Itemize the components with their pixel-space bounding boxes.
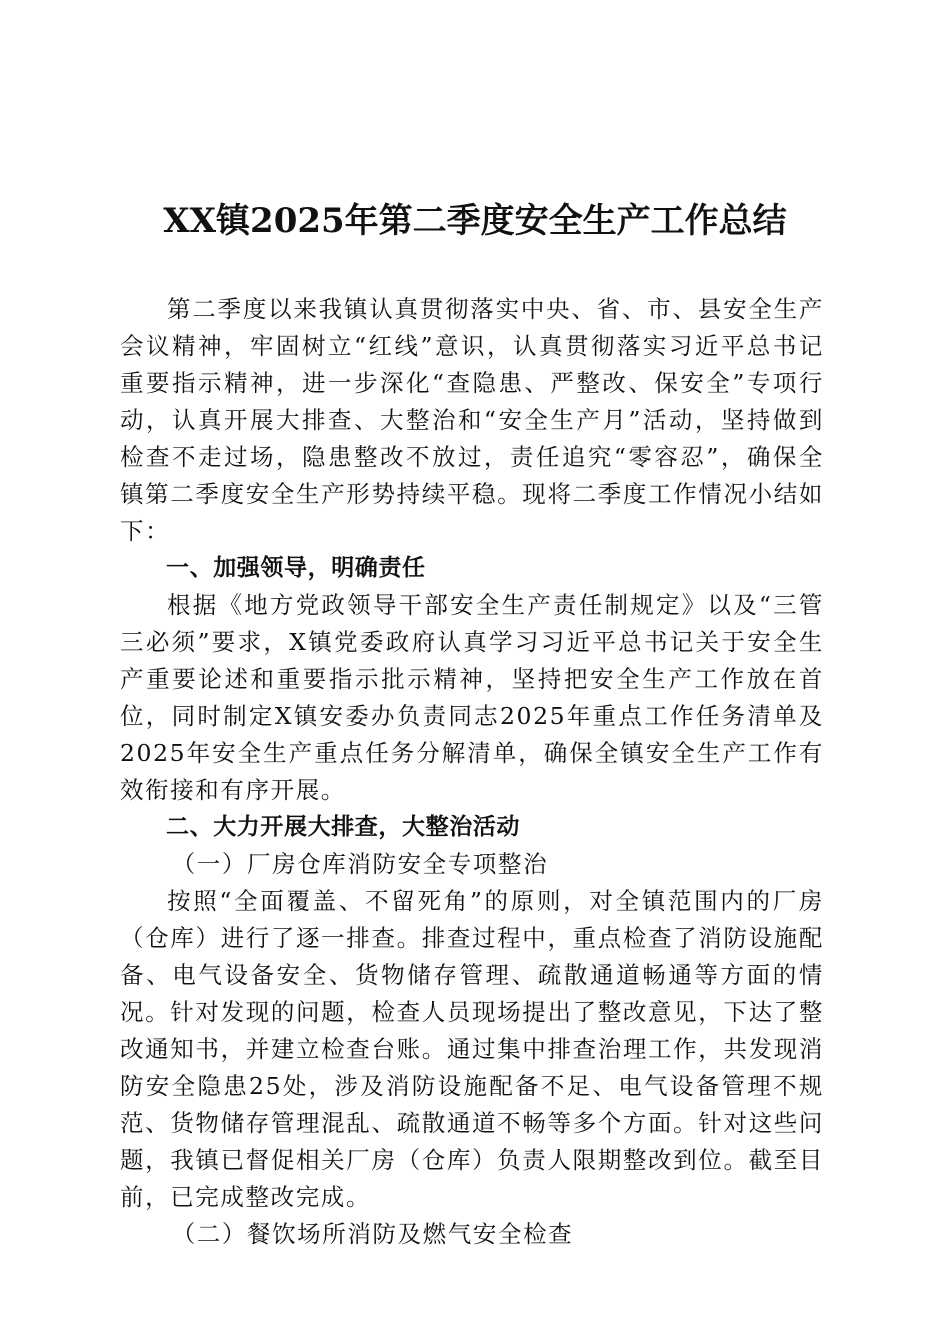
- section-2-sub-2-heading: （二）餐饮场所消防及燃气安全检查: [171, 1220, 574, 1248]
- section-2-sub-1-heading: （一）厂房仓库消防安全专项整治: [171, 850, 549, 878]
- section-1-heading: 一、加强领导，明确责任: [166, 555, 426, 581]
- document-body: [120, 291, 824, 1253]
- section-1-paragraph: 根据《地方党政领导干部安全生产责任制规定》以及“三管三必须”要求，X镇党委政府认真学习习近平总书记关于安全生产重要论述和重要指示批示精神，坚持把安全生产工作放在首位，同时制定X镇安委办负责同志2025年重点工作任务清单及2025年安全生产重点任务分解清单，确保全镇安全生产工作有效衔接和有序开展。: [120, 591, 824, 804]
- section-2-sub-1-paragraph: 按照“全面覆盖、不留死角”的原则，对全镇范围内的厂房（仓库）进行了逐一排查。排查过程中，重点检查了消防设施配备、电气设备安全、货物储存管理、疏散通道畅通等方面的情况。针对发现的问题，检查人员现场提出了整改意见，下达了整改通知书，并建立检查台账。通过集中排查治理工作，共发现消防安全隐患25处，涉及消防设施配备不足、电气设备管理不规范、货物储存管理混乱、疏散通道不畅等多个方面。针对这些问题，我镇已督促相关厂房（仓库）负责人限期整改到位。截至目前，已完成整改完成。: [120, 887, 824, 1211]
- section-2-heading: 二、大力开展大排查，大整治活动: [166, 814, 520, 840]
- document-title: XX镇2025年第二季度安全生产工作总结: [163, 201, 787, 241]
- intro-paragraph: 第二季度以来我镇认真贯彻落实中央、省、市、县安全生产会议精神，牢固树立“红线”意识，认真贯彻落实习近平总书记重要指示精神，进一步深化“查隐患、严整改、保安全”专项行动，认真开展大排查、大整治和“安全生产月”活动，坚持做到检查不走过场，隐患整改不放过，责任追究“零容忍”，确保全镇第二季度安全生产形势持续平稳。现将二季度工作情况小结如下：: [120, 295, 824, 545]
